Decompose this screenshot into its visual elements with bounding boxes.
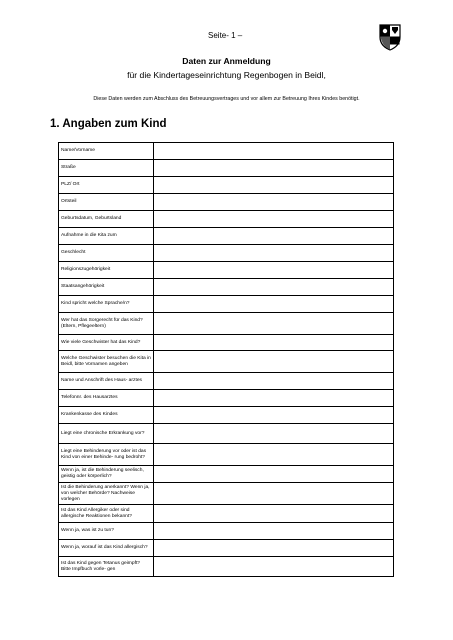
form-row [59, 313, 394, 335]
field-label: Wenn ja, worauf ist das Kind allergisch? [59, 540, 154, 557]
form-row [59, 351, 394, 373]
field-value[interactable] [154, 540, 394, 557]
field-value[interactable] [154, 313, 394, 335]
field-label: Liegt eine Behinderung vor oder ist das Kind von einer Behinde- rung bedroht? [59, 444, 154, 466]
field-value[interactable] [154, 483, 394, 505]
form-row [59, 245, 394, 262]
field-label: Ortsteil [59, 194, 154, 211]
section-heading: 1. Angaben zum Kind [50, 118, 167, 130]
form-row [59, 407, 394, 424]
field-value[interactable] [154, 523, 394, 540]
field-value[interactable] [154, 177, 394, 194]
field-value[interactable] [154, 143, 394, 160]
form-row [59, 390, 394, 407]
field-value[interactable] [154, 351, 394, 373]
form-row [59, 505, 394, 523]
child-data-form [58, 142, 394, 577]
field-label: Straße [59, 160, 154, 177]
field-value[interactable] [154, 466, 394, 483]
field-value[interactable] [154, 194, 394, 211]
field-label: Aufnahme in die Kita zum [59, 228, 154, 245]
field-label: Geschlecht [59, 245, 154, 262]
field-label: Wer hat das Sorgerecht für das Kind? (Eltern, Pflegeeltern) [59, 313, 154, 335]
field-label: Name und Anschrift des Haus- arztes [59, 373, 154, 390]
form-row [59, 466, 394, 483]
field-value[interactable] [154, 335, 394, 351]
document-subtitle: für die Kindertageseinrichtung Regenbogen in Beidl, [127, 70, 326, 80]
form-row [59, 424, 394, 444]
field-value[interactable] [154, 228, 394, 245]
field-label: Religionszugehörigkeit [59, 262, 154, 279]
field-label: Wenn ja, was ist zu tun? [59, 523, 154, 540]
coat-of-arms-icon [379, 24, 401, 51]
field-label: Kind spricht welche Sprache/n? [59, 296, 154, 313]
field-value[interactable] [154, 245, 394, 262]
field-value[interactable] [154, 296, 394, 313]
form-row [59, 557, 394, 577]
form-row [59, 444, 394, 466]
field-value[interactable] [154, 557, 394, 577]
field-value[interactable] [154, 407, 394, 424]
form-row [59, 262, 394, 279]
form-row [59, 335, 394, 351]
field-label: Ist das Kind gegen Tetanus geimpft? Bitte Impfbuch vorle- gen [59, 557, 154, 577]
form-row [59, 194, 394, 211]
field-value[interactable] [154, 160, 394, 177]
field-label: Liegt eine chronische Erkrankung vor? [59, 424, 154, 444]
field-value[interactable] [154, 373, 394, 390]
document-title: Daten zur Anmeldung [182, 56, 271, 66]
form-row [59, 143, 394, 160]
field-label: Geburtsdatum, Geburtsland [59, 211, 154, 228]
field-value[interactable] [154, 444, 394, 466]
field-value[interactable] [154, 390, 394, 407]
field-value[interactable] [154, 262, 394, 279]
field-value[interactable] [154, 279, 394, 296]
form-row [59, 523, 394, 540]
form-row [59, 177, 394, 194]
form-row [59, 279, 394, 296]
form-row [59, 373, 394, 390]
field-label: Ist die Behinderung anerkannt? Wenn ja, von welcher Behörde? Nachweise vorlegen [59, 483, 154, 505]
field-value[interactable] [154, 505, 394, 523]
field-label: Telefonnr. des Hausarztes [59, 390, 154, 407]
field-label: Welche Geschwister besuchen die Kita in Beidl, bitte Vornamen angeben [59, 351, 154, 373]
form-row [59, 211, 394, 228]
form-row [59, 540, 394, 557]
field-label: Ist das Kind Allergiker oder sind allergische Reaktionen bekannt? [59, 505, 154, 523]
field-label: Wenn ja, ist die Behinderung seelisch, geistig oder körperlich? [59, 466, 154, 483]
field-value[interactable] [154, 424, 394, 444]
form-row [59, 228, 394, 245]
field-value[interactable] [154, 211, 394, 228]
field-label: Staatsangehörigkeit [59, 279, 154, 296]
form-row [59, 296, 394, 313]
field-label: Wie viele Geschwister hat das Kind? [59, 335, 154, 351]
page-number: Seite- 1 – [208, 31, 243, 40]
form-row [59, 160, 394, 177]
field-label: Krankenkasse des Kindes [59, 407, 154, 424]
intro-note: Diese Daten werden zum Abschluss des Betreuungsvertrages und vor allem zur Betreuung Ihres Kindes benötigt. [93, 96, 360, 102]
field-label: PLZ/ Ort [59, 177, 154, 194]
form-row [59, 483, 394, 505]
field-label: Name/Vorname [59, 143, 154, 160]
